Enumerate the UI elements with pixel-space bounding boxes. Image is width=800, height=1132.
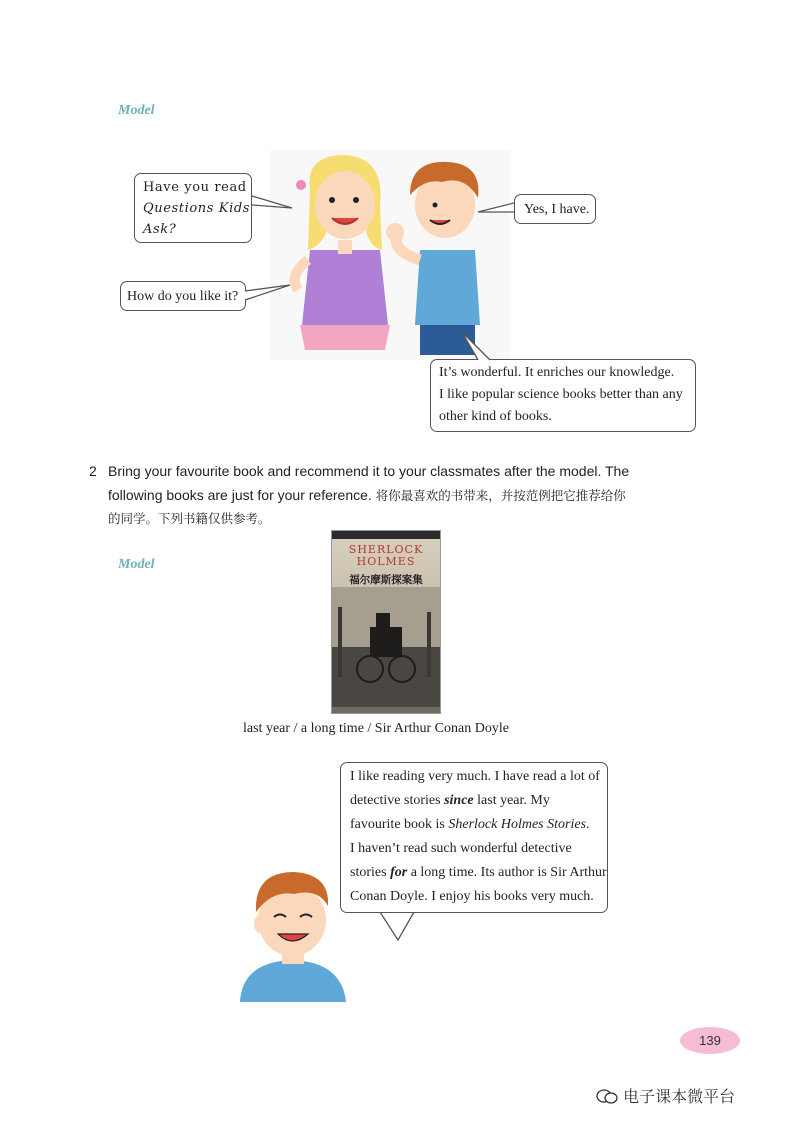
speech-line: I haven’t read such wonderful detective (350, 841, 572, 856)
model-label-2: Model (118, 557, 155, 572)
bubble-text: How do you like it? (127, 289, 239, 304)
exercise-number: 2 (89, 463, 97, 479)
bubble-text: I like popular science books better than any (439, 387, 683, 402)
book-title: SHERLOCK (348, 543, 424, 556)
speech-line: stories for a long time. Its author is Sir Arthur (350, 865, 607, 880)
speech-line: favourite book is Sherlock Holmes Stories. (350, 817, 590, 832)
bubble-text: other kind of books. (439, 409, 552, 424)
speech-line: I like reading very much. I have read a lot of (350, 769, 600, 784)
bubble-text: Yes, I have. (524, 202, 590, 217)
speech-line: detective stories since last year. My (350, 793, 550, 808)
book-title: HOLMES (356, 555, 416, 568)
page-number: 139 (699, 1033, 721, 1048)
page-number-badge (680, 1027, 740, 1054)
instruction-english: following books are just for your reference. (108, 487, 372, 503)
boy-illustration (232, 862, 352, 1002)
book-title-chinese: 福尔摩斯探案集 (349, 574, 423, 586)
bubble-text: It’s wonderful. It enriches our knowledge. (439, 365, 675, 380)
wechat-icon (596, 1088, 618, 1104)
speech-bubble-recommendation (340, 762, 608, 913)
instruction-line-3: 的同学。下列书籍仅供参考。 (108, 511, 271, 526)
model-label-1: Model (118, 103, 155, 118)
book-caption: last year / a long time / Sir Arthur Conan Doyle (243, 721, 509, 736)
bubble-text: Have you read (143, 180, 247, 195)
carriage-image (332, 587, 440, 707)
instruction-line-1: Bring your favourite book and recommend it to your classmates after the model. The (108, 463, 630, 479)
instruction-line-2 (108, 483, 748, 508)
speech-line: Conan Doyle. I enjoy his books very much. (350, 889, 594, 904)
watermark-text: 电子课本微平台 (623, 1087, 736, 1106)
book-cover-sherlock-holmes (331, 530, 441, 714)
instruction-chinese: 将你最喜欢的书带来，并按范例把它推荐给你 (375, 488, 626, 503)
watermark (596, 1084, 735, 1107)
bubble-text-book-title: Ask? (143, 222, 177, 237)
bubble-text-book-title: Questions Kids (143, 201, 251, 216)
